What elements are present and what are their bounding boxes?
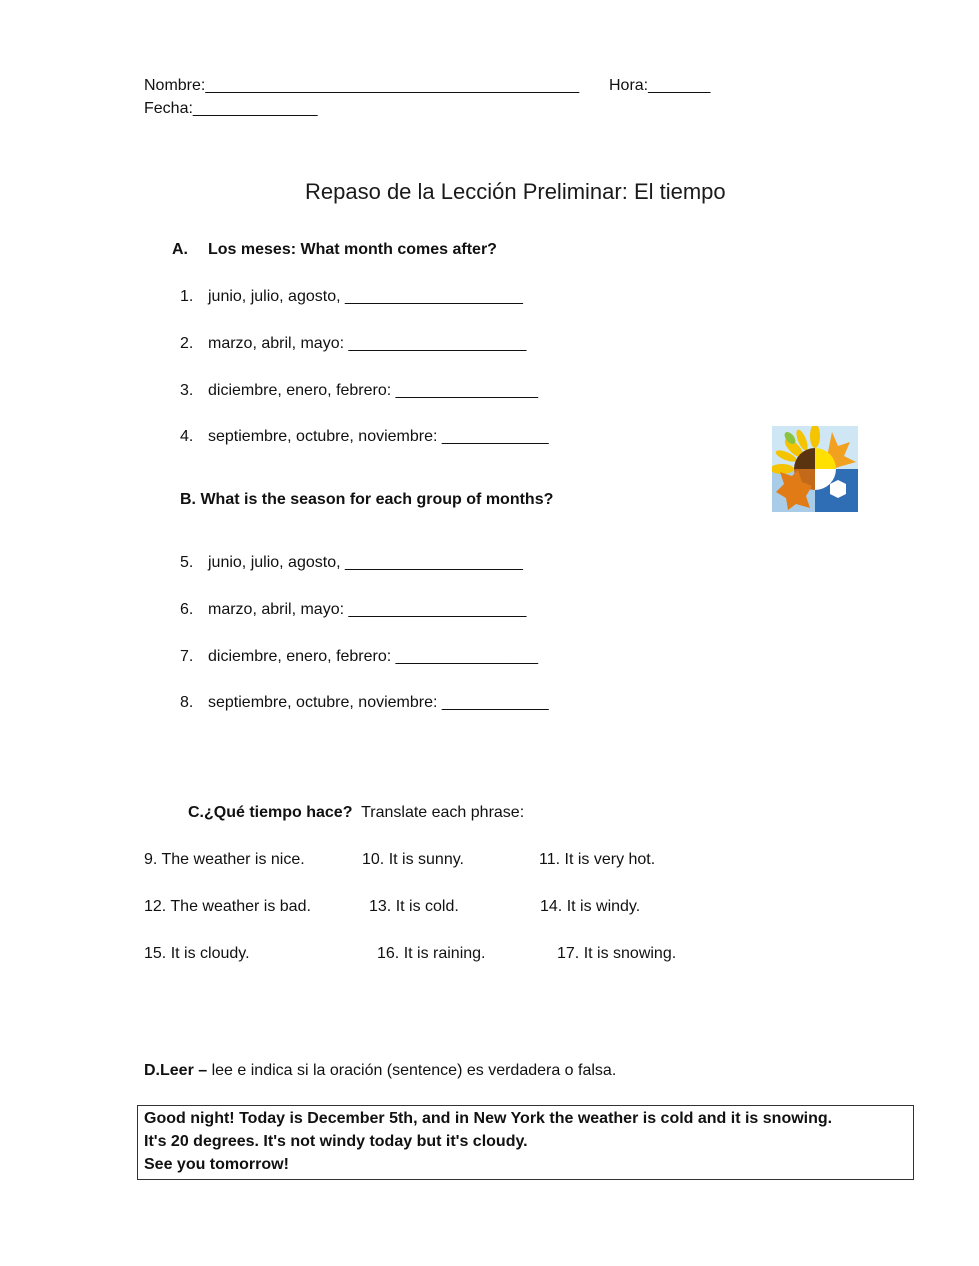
item-text: septiembre, octubre, noviembre: ____________ [208,694,549,711]
item-number: 7. [180,648,194,665]
phrase-item: 10. It is sunny. [362,851,464,868]
list-item [180,428,549,446]
four-seasons-icon [772,426,858,512]
hour-field[interactable]: Hora:_______ [609,77,711,94]
page-title: Repaso de la Lección Preliminar: El tiempo [305,179,726,204]
item-number: 1. [180,288,194,305]
list-item [180,335,526,353]
list-item [180,554,523,572]
item-number: 8. [180,694,194,711]
list-item [180,648,538,666]
item-text: diciembre, enero, febrero: ________________ [208,648,539,665]
phrase-item: 11. It is very hot. [539,851,656,868]
phrase-item: 17. It is snowing. [557,945,677,962]
section-d-heading [144,1062,616,1080]
section-d-instruction: lee e indica si la oración (sentence) es verdadera o falsa. [211,1062,617,1079]
section-c-instruction: Translate each phrase: [361,804,525,821]
list-item [180,382,538,400]
item-text: marzo, abril, mayo: ____________________ [208,335,527,352]
passage-line: See you tomorrow! [144,1156,289,1173]
item-number: 2. [180,335,194,352]
name-field[interactable]: Nombre:__________________________________________ [144,77,580,94]
item-number: 6. [180,601,194,618]
section-c-title: C.¿Qué tiempo hace? [188,804,353,821]
passage-line: It's 20 degrees. It's not windy today but it's cloudy. [144,1133,528,1150]
date-field[interactable]: Fecha:______________ [144,100,318,117]
phrase-item: 16. It is raining. [377,945,486,962]
section-b-heading: B. What is the season for each group of months? [180,491,554,508]
phrase-item: 9. The weather is nice. [144,851,305,868]
item-text: junio, julio, agosto, ____________________ [208,554,523,571]
item-number: 4. [180,428,194,445]
reading-passage-box [137,1105,914,1180]
item-text: septiembre, octubre, noviembre: ____________ [208,428,549,445]
section-a-letter: A. [172,241,188,258]
item-text: junio, julio, agosto, ____________________ [208,288,523,305]
phrase-item: 13. It is cold. [369,898,459,915]
item-text: diciembre, enero, febrero: ________________ [208,382,539,399]
list-item [180,601,526,619]
item-number: 3. [180,382,194,399]
section-c-heading [188,804,524,822]
section-a-title: Los meses: What month comes after? [208,241,497,258]
list-item [180,694,549,712]
phrase-item: 12. The weather is bad. [144,898,311,915]
phrase-item: 14. It is windy. [540,898,641,915]
phrase-item: 15. It is cloudy. [144,945,250,962]
passage-line: Good night! Today is December 5th, and in New York the weather is cold and it is snowing. [144,1110,833,1127]
item-text: marzo, abril, mayo: ____________________ [208,601,527,618]
item-number: 5. [180,554,194,571]
list-item [180,288,523,306]
section-a-heading [172,241,497,259]
section-d-title: D.Leer – [144,1062,208,1079]
